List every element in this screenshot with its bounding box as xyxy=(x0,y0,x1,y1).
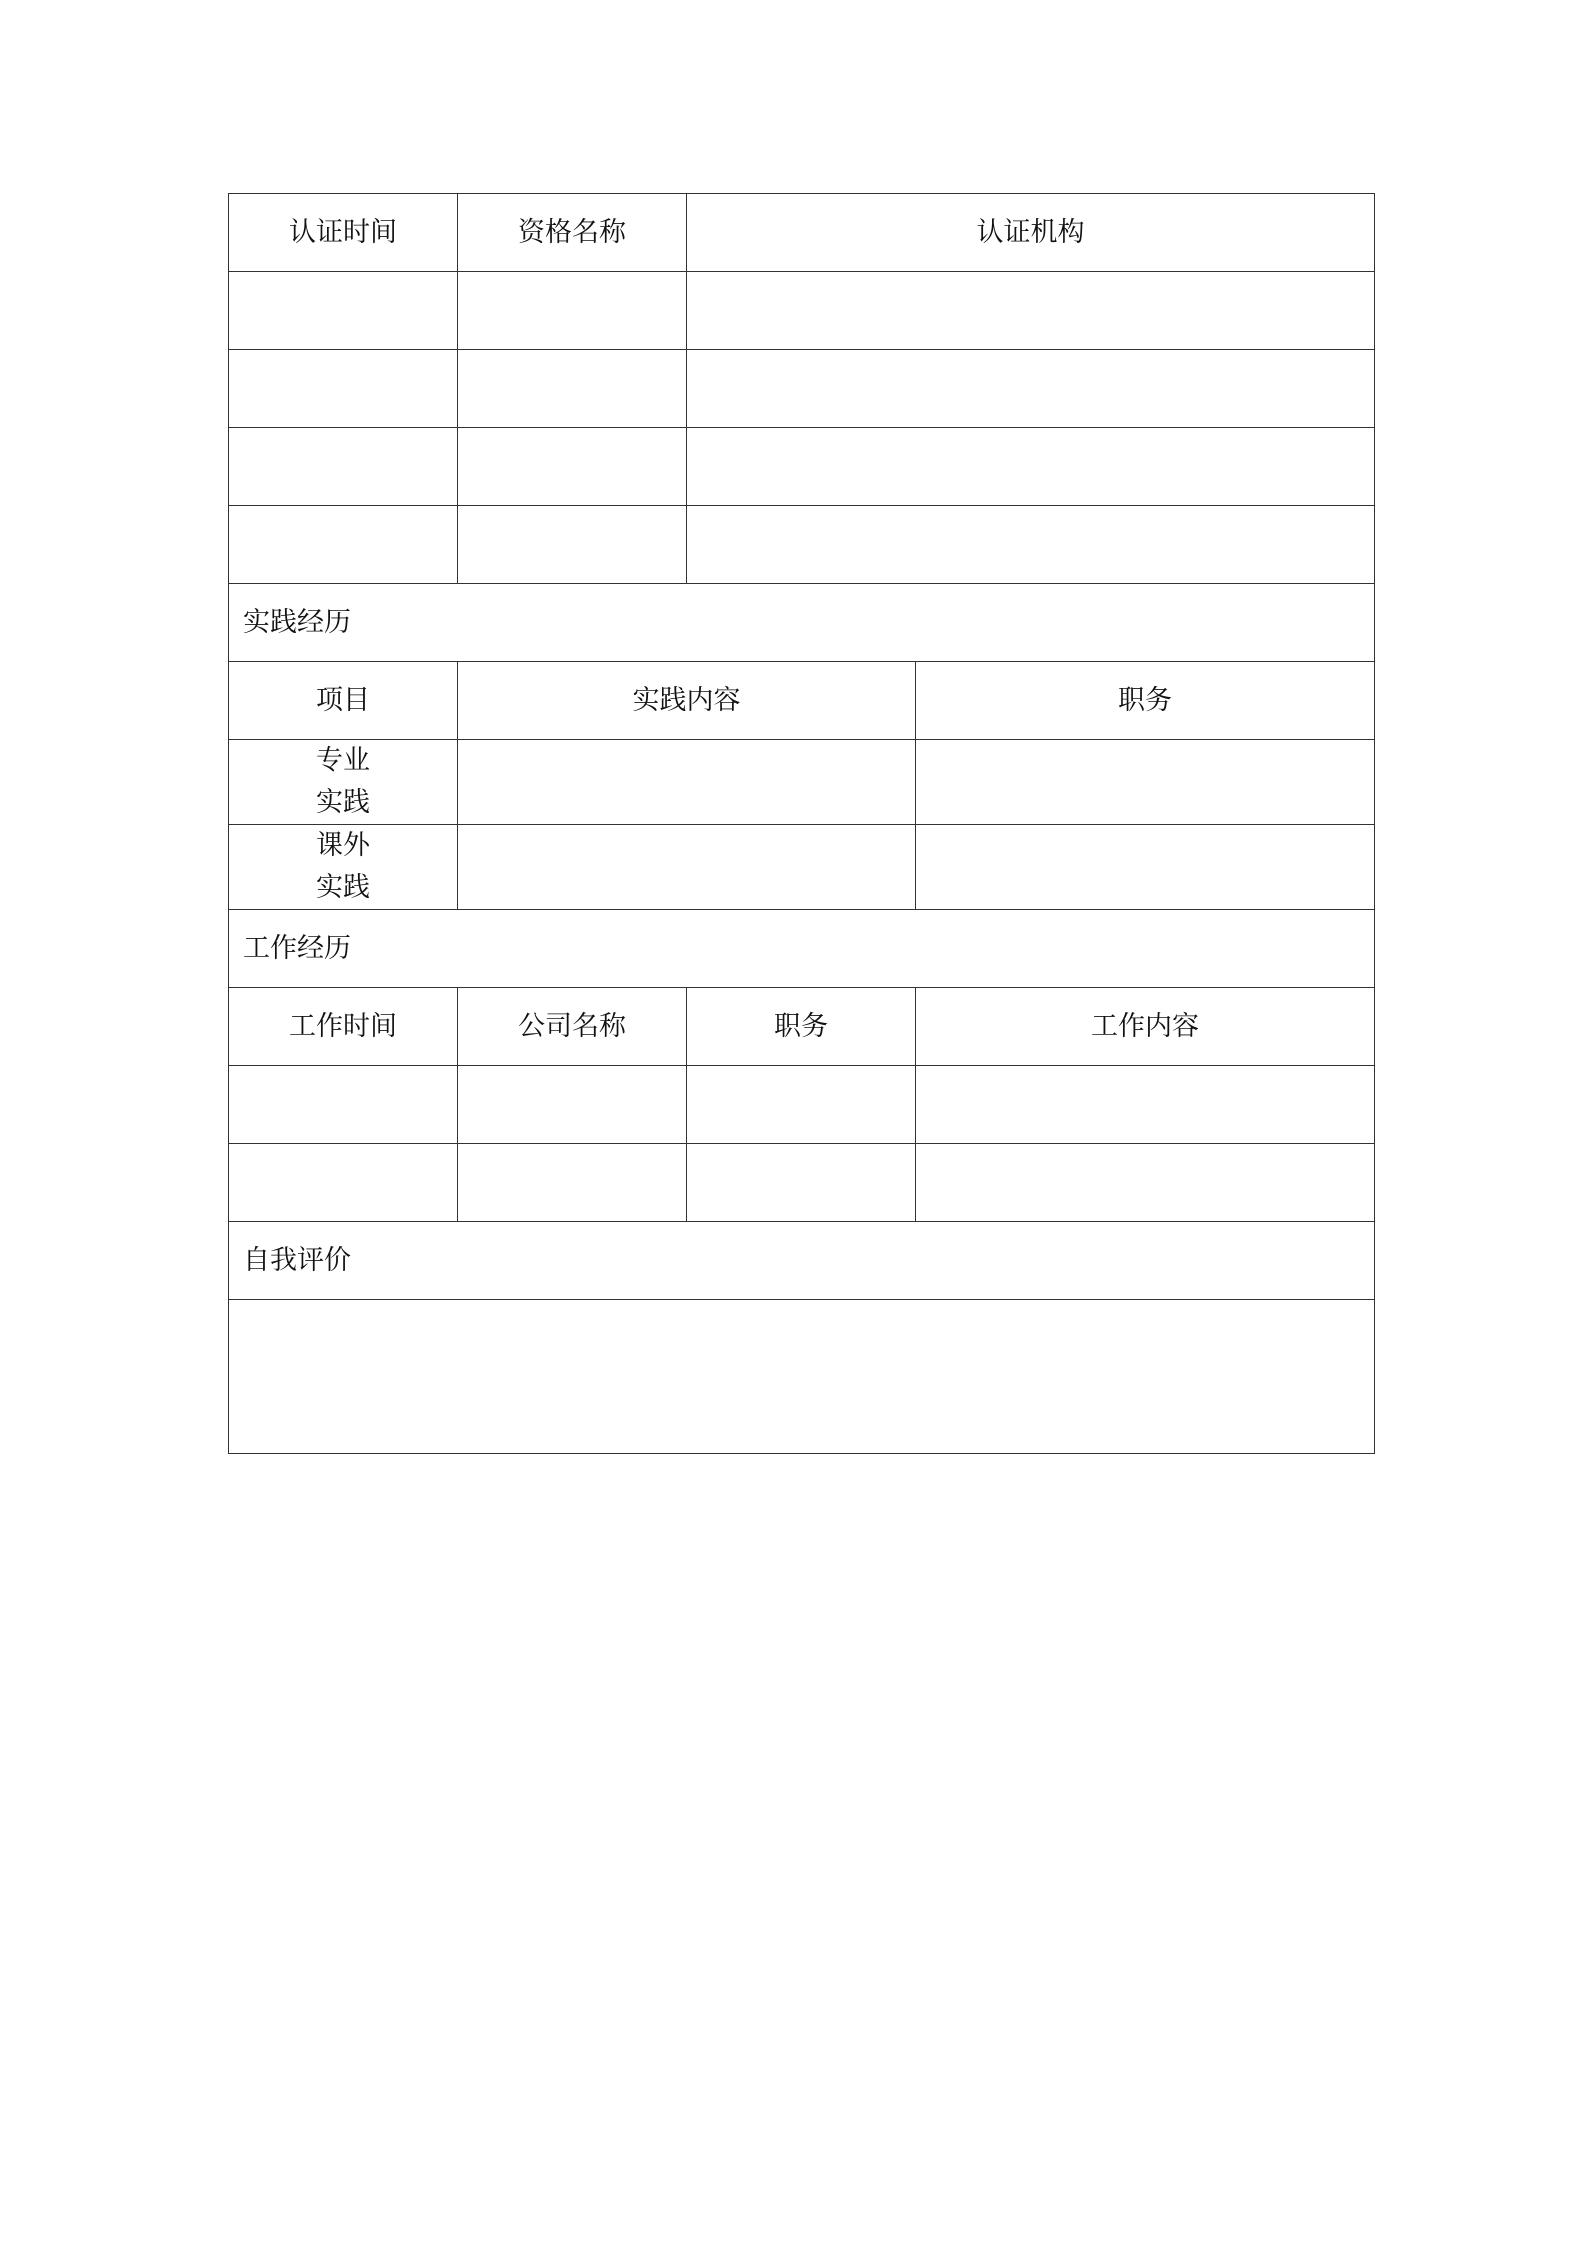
practice-label-line: 实践 xyxy=(316,872,370,903)
header-work-time: 工作时间 xyxy=(229,988,458,1066)
work-content-cell[interactable] xyxy=(916,1144,1375,1222)
practice-label-extracurricular xyxy=(229,825,458,910)
cert-organization-cell[interactable] xyxy=(687,428,1375,506)
practice-role-cell[interactable] xyxy=(916,740,1375,825)
work-time-cell[interactable] xyxy=(229,1144,458,1222)
practice-label-line: 实践 xyxy=(316,787,370,818)
practice-label-professional xyxy=(229,740,458,825)
self-evaluation-content[interactable] xyxy=(229,1300,1375,1454)
work-role-cell[interactable] xyxy=(687,1144,916,1222)
qualification-name-cell[interactable] xyxy=(458,350,687,428)
work-row xyxy=(229,1066,1375,1144)
qualification-name-cell[interactable] xyxy=(458,428,687,506)
header-qualification-name: 资格名称 xyxy=(458,194,687,272)
qualification-name-cell[interactable] xyxy=(458,272,687,350)
certification-row xyxy=(229,506,1375,584)
certification-header-row xyxy=(229,194,1375,272)
company-name-cell[interactable] xyxy=(458,1144,687,1222)
certification-row xyxy=(229,350,1375,428)
header-company-name: 公司名称 xyxy=(458,988,687,1066)
work-content-cell[interactable] xyxy=(916,1066,1375,1144)
practice-section-title: 实践经历 xyxy=(229,584,1375,662)
practice-content-cell[interactable] xyxy=(458,740,916,825)
practice-header-row xyxy=(229,662,1375,740)
practice-row-professional xyxy=(229,740,1375,825)
header-work-content: 工作内容 xyxy=(916,988,1375,1066)
work-row xyxy=(229,1144,1375,1222)
self-evaluation-content-row xyxy=(229,1300,1375,1454)
company-name-cell[interactable] xyxy=(458,1066,687,1144)
work-section-row xyxy=(229,910,1375,988)
header-project: 项目 xyxy=(229,662,458,740)
certification-row xyxy=(229,428,1375,506)
self-evaluation-title: 自我评价 xyxy=(229,1222,1375,1300)
practice-content-cell[interactable] xyxy=(458,825,916,910)
cert-time-cell[interactable] xyxy=(229,350,458,428)
practice-section-row xyxy=(229,584,1375,662)
cert-organization-cell[interactable] xyxy=(687,272,1375,350)
work-section-title: 工作经历 xyxy=(229,910,1375,988)
cert-organization-cell[interactable] xyxy=(687,506,1375,584)
header-cert-organization: 认证机构 xyxy=(687,194,1375,272)
work-role-cell[interactable] xyxy=(687,1066,916,1144)
cert-time-cell[interactable] xyxy=(229,272,458,350)
practice-label-line: 课外 xyxy=(316,830,370,861)
practice-label-line: 专业 xyxy=(316,745,370,776)
cert-time-cell[interactable] xyxy=(229,506,458,584)
resume-form-table xyxy=(228,193,1375,1454)
header-work-role: 职务 xyxy=(687,988,916,1066)
qualification-name-cell[interactable] xyxy=(458,506,687,584)
cert-time-cell[interactable] xyxy=(229,428,458,506)
work-time-cell[interactable] xyxy=(229,1066,458,1144)
certification-row xyxy=(229,272,1375,350)
self-evaluation-section-row xyxy=(229,1222,1375,1300)
practice-row-extracurricular xyxy=(229,825,1375,910)
header-practice-content: 实践内容 xyxy=(458,662,916,740)
practice-role-cell[interactable] xyxy=(916,825,1375,910)
header-practice-role: 职务 xyxy=(916,662,1375,740)
header-cert-time: 认证时间 xyxy=(229,194,458,272)
work-header-row xyxy=(229,988,1375,1066)
cert-organization-cell[interactable] xyxy=(687,350,1375,428)
